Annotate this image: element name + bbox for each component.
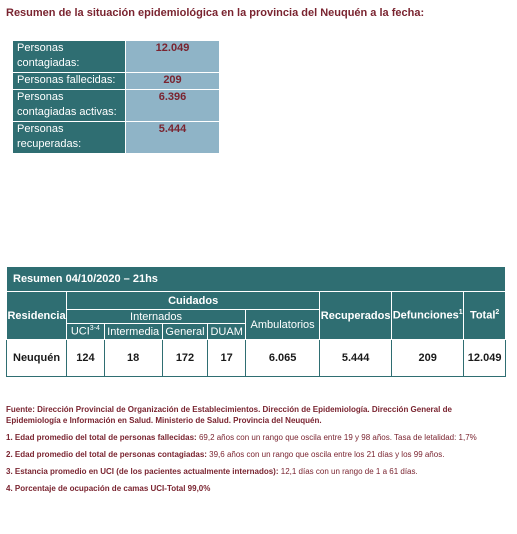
table-row	[7, 340, 506, 377]
summary-row	[13, 73, 220, 90]
source-note: Fuente: Dirección Provincial de Organización de Establecimientos. Dirección de Epidemiología. Dirección General de Epidemiología e Información en Salud. Ministerio de Salud. Provincia del Neuquén.	[6, 405, 452, 425]
col-ambulatorios: Ambulatorios	[245, 310, 319, 340]
cell-recuperados: 5.444	[320, 340, 392, 377]
summary-value: 5.444	[126, 122, 220, 154]
col-duam: DUAM	[208, 324, 246, 340]
summary-value: 12.049	[126, 41, 220, 73]
note-3: 3. Estancia promedio en UCI (de los pacientes actualmente internados): 12,1 días con un rango de 1 a 61 días.	[6, 467, 418, 476]
report-header: Resumen 04/10/2020 – 21hs	[7, 267, 506, 292]
cell-total: 12.049	[464, 340, 506, 377]
col-total: Total$^2$	[464, 292, 506, 340]
col-recuperados: Recuperados	[320, 292, 392, 340]
cell-duam: 17	[208, 340, 246, 377]
note-2: 2. Edad promedio del total de personas contagiadas: 39,6 años con un rango que oscila entre los 21 días y los 99 años.	[6, 450, 445, 459]
note-4: 4. Porcentaje de ocupación de camas UCI-Total 99,0%	[6, 484, 211, 493]
page-title: Resumen de la situación epidemiológica en la provincia del Neuquén a la fecha:	[6, 7, 425, 19]
summary-value: 209	[126, 73, 220, 90]
cell-defunciones: 209	[392, 340, 464, 377]
summary-label: Personas contagiadas:	[13, 41, 126, 73]
report-table	[6, 266, 506, 377]
note-1: 1. Edad promedio del total de personas fallecidas: 69,2 años con un rango que oscila entre 19 y 98 años. Tasa de letalidad: 1,7%	[6, 433, 477, 442]
col-uci: UCI$^{3-4}$	[67, 324, 105, 340]
cell-residencia: Neuquén	[7, 340, 67, 377]
col-intermedia: Intermedia	[104, 324, 162, 340]
notes	[6, 404, 506, 500]
cell-ambulatorios: 6.065	[245, 340, 319, 377]
summary-label: Personas contagiadas activas:	[13, 90, 126, 122]
col-internados: Internados	[67, 310, 246, 324]
col-defunciones: Defunciones$^1$	[392, 292, 464, 340]
col-cuidados: Cuidados	[67, 292, 320, 310]
summary-value: 6.396	[126, 90, 220, 122]
summary-table	[12, 40, 220, 154]
summary-label: Personas recuperadas:	[13, 122, 126, 154]
summary-row	[13, 41, 220, 73]
col-general: General	[162, 324, 208, 340]
summary-row	[13, 122, 220, 154]
cell-uci: 124	[67, 340, 105, 377]
cell-general: 172	[162, 340, 208, 377]
col-residencia: Residencia	[7, 292, 67, 340]
summary-row	[13, 90, 220, 122]
summary-label: Personas fallecidas:	[13, 73, 126, 90]
cell-intermedia: 18	[104, 340, 162, 377]
